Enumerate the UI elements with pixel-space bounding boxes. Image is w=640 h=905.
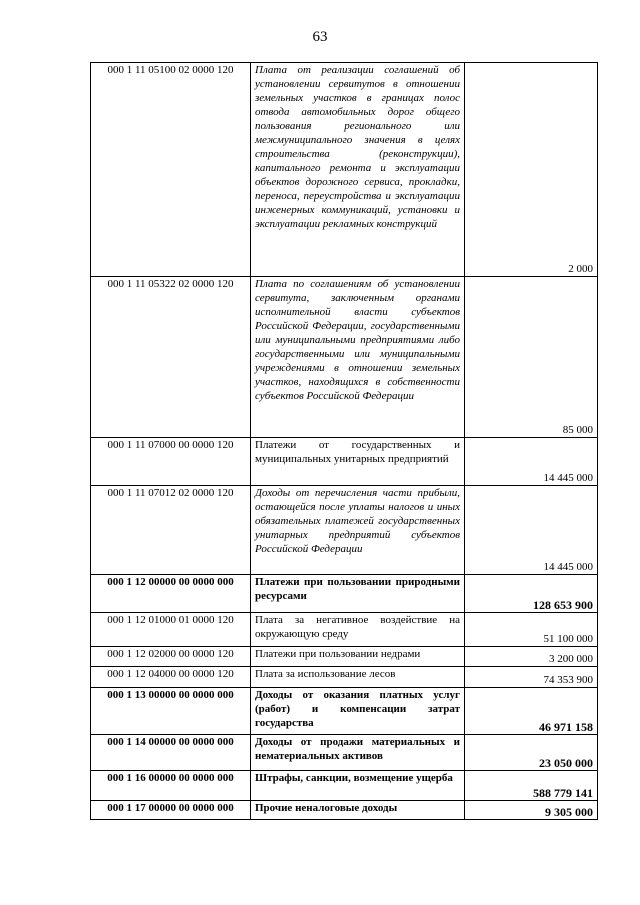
table-row — [91, 735, 598, 771]
budget-code: 000 1 17 00000 00 0000 000 — [91, 801, 251, 820]
revenue-amount: 9 305 000 — [465, 801, 598, 820]
revenue-amount: 14 445 000 — [465, 486, 598, 575]
table-row — [91, 438, 598, 486]
revenue-amount: 14 445 000 — [465, 438, 598, 486]
revenue-name: Прочие неналоговые доходы — [251, 801, 465, 820]
budget-code: 000 1 11 05100 02 0000 120 — [91, 63, 251, 277]
revenue-table — [90, 62, 598, 820]
budget-code: 000 1 12 00000 00 0000 000 — [91, 575, 251, 613]
table-row — [91, 613, 598, 647]
revenue-name: Доходы от продажи материальных и нематериальных активов — [251, 735, 465, 771]
table-row — [91, 667, 598, 688]
revenue-amount: 3 200 000 — [465, 647, 598, 667]
table-row — [91, 801, 598, 820]
table-row — [91, 647, 598, 667]
table-row — [91, 277, 598, 438]
page-number: 63 — [312, 29, 328, 45]
budget-code: 000 1 16 00000 00 0000 000 — [91, 771, 251, 801]
table-row — [91, 771, 598, 801]
revenue-amount: 46 971 158 — [465, 688, 598, 735]
revenue-name: Доходы от перечисления части прибыли, остающейся после уплаты налогов и иных обязательных платежей государственных унитарных предприятий субъектов Российской Федерации — [251, 486, 465, 575]
revenue-amount: 85 000 — [465, 277, 598, 438]
revenue-name: Платежи при пользовании природными ресурсами — [251, 575, 465, 613]
revenue-name: Доходы от оказания платных услуг (работ) и компенсации затрат государства — [251, 688, 465, 735]
revenue-name: Платежи от государственных и муниципальных унитарных предприятий — [251, 438, 465, 486]
revenue-amount: 51 100 000 — [465, 613, 598, 647]
revenue-amount: 74 353 900 — [465, 667, 598, 688]
revenue-amount: 128 653 900 — [465, 575, 598, 613]
revenue-name: Штрафы, санкции, возмещение ущерба — [251, 771, 465, 801]
table-row — [91, 688, 598, 735]
table-row — [91, 486, 598, 575]
revenue-name: Плата за негативное воздействие на окружающую среду — [251, 613, 465, 647]
revenue-name: Платежи при пользовании недрами — [251, 647, 465, 667]
table-row — [91, 575, 598, 613]
revenue-amount: 588 779 141 — [465, 771, 598, 801]
revenue-name: Плата по соглашениям об установлении сервитута, заключенным органами исполнительной власти субъектов Российской Федерации, государственными или муниципальными предприятиями либо государственными или муниципальными учреждениями в отношении земельных участков, находящихся в собственности субъектов Российской Федерации — [251, 277, 465, 438]
budget-code: 000 1 12 01000 01 0000 120 — [91, 613, 251, 647]
budget-code: 000 1 14 00000 00 0000 000 — [91, 735, 251, 771]
budget-code: 000 1 13 00000 00 0000 000 — [91, 688, 251, 735]
budget-code: 000 1 12 04000 00 0000 120 — [91, 667, 251, 688]
budget-code: 000 1 12 02000 00 0000 120 — [91, 647, 251, 667]
revenue-name: Плата от реализации соглашений об установлении сервитутов в отношении земельных участков в границах полос отвода автомобильных дорог общего пользования регионального или межмуниципального значения в целях строительства (реконструкции), капитального ремонта и эксплуатации объектов дорожного сервиса, прокладки, переноса, переустройства и эксплуатации инженерных коммуникаций, установки и эксплуатации рекламных конструкций — [251, 63, 465, 277]
revenue-amount: 2 000 — [465, 63, 598, 277]
budget-code: 000 1 11 07012 02 0000 120 — [91, 486, 251, 575]
budget-code: 000 1 11 05322 02 0000 120 — [91, 277, 251, 438]
revenue-amount: 23 050 000 — [465, 735, 598, 771]
table-row — [91, 63, 598, 277]
budget-code: 000 1 11 07000 00 0000 120 — [91, 438, 251, 486]
revenue-name: Плата за использование лесов — [251, 667, 465, 688]
